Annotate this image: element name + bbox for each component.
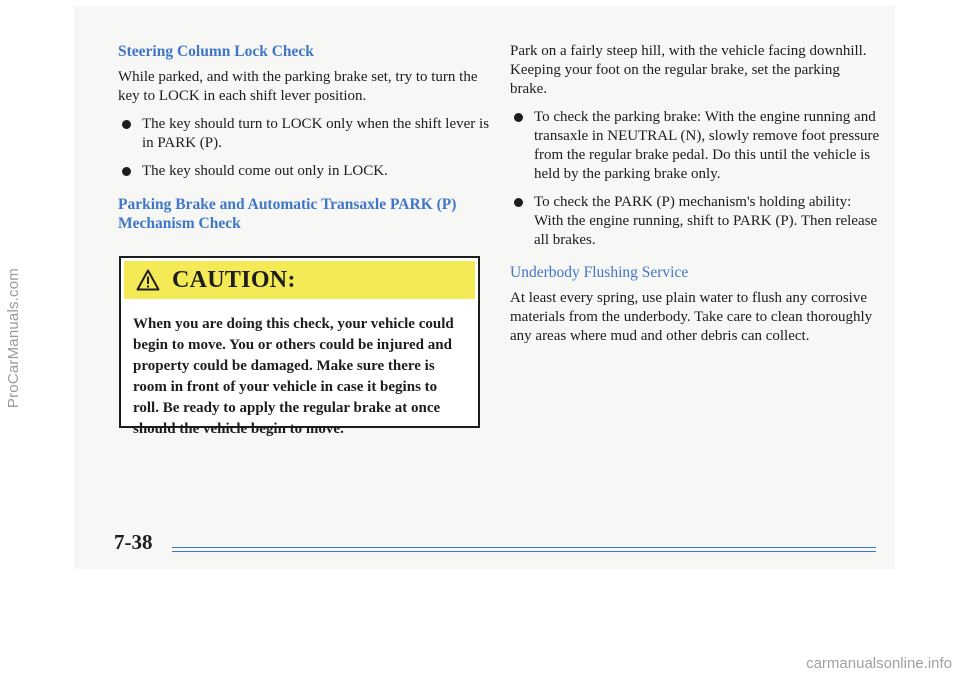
left-column	[118, 42, 490, 233]
page-number: 7-38	[114, 530, 153, 554]
list-item	[118, 162, 490, 181]
steering-lock-intro: While parked, and with the parking brake set, try to turn the key to LOCK in each shift lever position.	[118, 69, 478, 104]
list-item	[510, 193, 880, 250]
bullet-text: To check the PARK (P) mechanism's holding ability: With the engine running, shift to PARK (P). Then release all brakes.	[534, 194, 878, 248]
caution-text: When you are doing this check, your vehicle could begin to move. You or others could be injured and property could be damaged. Make sure there is room in front of your vehicle in case it begins to roll. Be ready to apply the regular brake at once should the vehicle begin to move.	[133, 316, 454, 437]
brake-check-bullets	[510, 108, 880, 250]
caution-box	[119, 256, 480, 437]
bullet-icon	[514, 198, 523, 207]
underbody-text: At least every spring, use plain water to flush any corrosive materials from the underbody. Take care to clean thoroughly any areas where mud and other debris can collect.	[510, 290, 873, 344]
side-watermark	[2, 0, 24, 676]
caution-title: CAUTION:	[172, 266, 296, 293]
steering-lock-heading: Steering Column Lock Check	[118, 43, 314, 60]
right-column	[510, 42, 880, 346]
warning-triangle-icon	[136, 269, 160, 291]
bottom-watermark: carmanualsonline.info	[806, 655, 952, 672]
footer-rule	[172, 551, 876, 552]
bullet-icon	[122, 120, 131, 129]
hill-park-intro: Park on a fairly steep hill, with the vehicle facing downhill. Keeping your foot on the regular brake, set the parking brake.	[510, 43, 867, 97]
underbody-heading: Underbody Flushing Service	[510, 264, 689, 281]
bullet-text: The key should turn to LOCK only when the shift lever is in PARK (P).	[142, 116, 490, 151]
caution-header	[124, 261, 475, 299]
list-item	[510, 108, 880, 184]
bullet-icon	[514, 113, 523, 122]
list-item	[118, 115, 490, 153]
bullet-text: To check the parking brake: With the engine running and transaxle in NEUTRAL (N), slowly remove foot pressure from the regular brake pedal. Do this until the vehicle is held by the parking brake only.	[534, 109, 880, 182]
steering-lock-bullets	[118, 115, 490, 181]
bullet-icon	[122, 167, 131, 176]
bullet-text: The key should come out only in LOCK.	[142, 163, 388, 179]
footer-rule	[172, 547, 876, 548]
park-brake-heading: Parking Brake and Automatic Transaxle PARK (P) Mechanism Check	[118, 196, 457, 232]
side-watermark-text: ProCarManuals.com	[4, 267, 22, 409]
